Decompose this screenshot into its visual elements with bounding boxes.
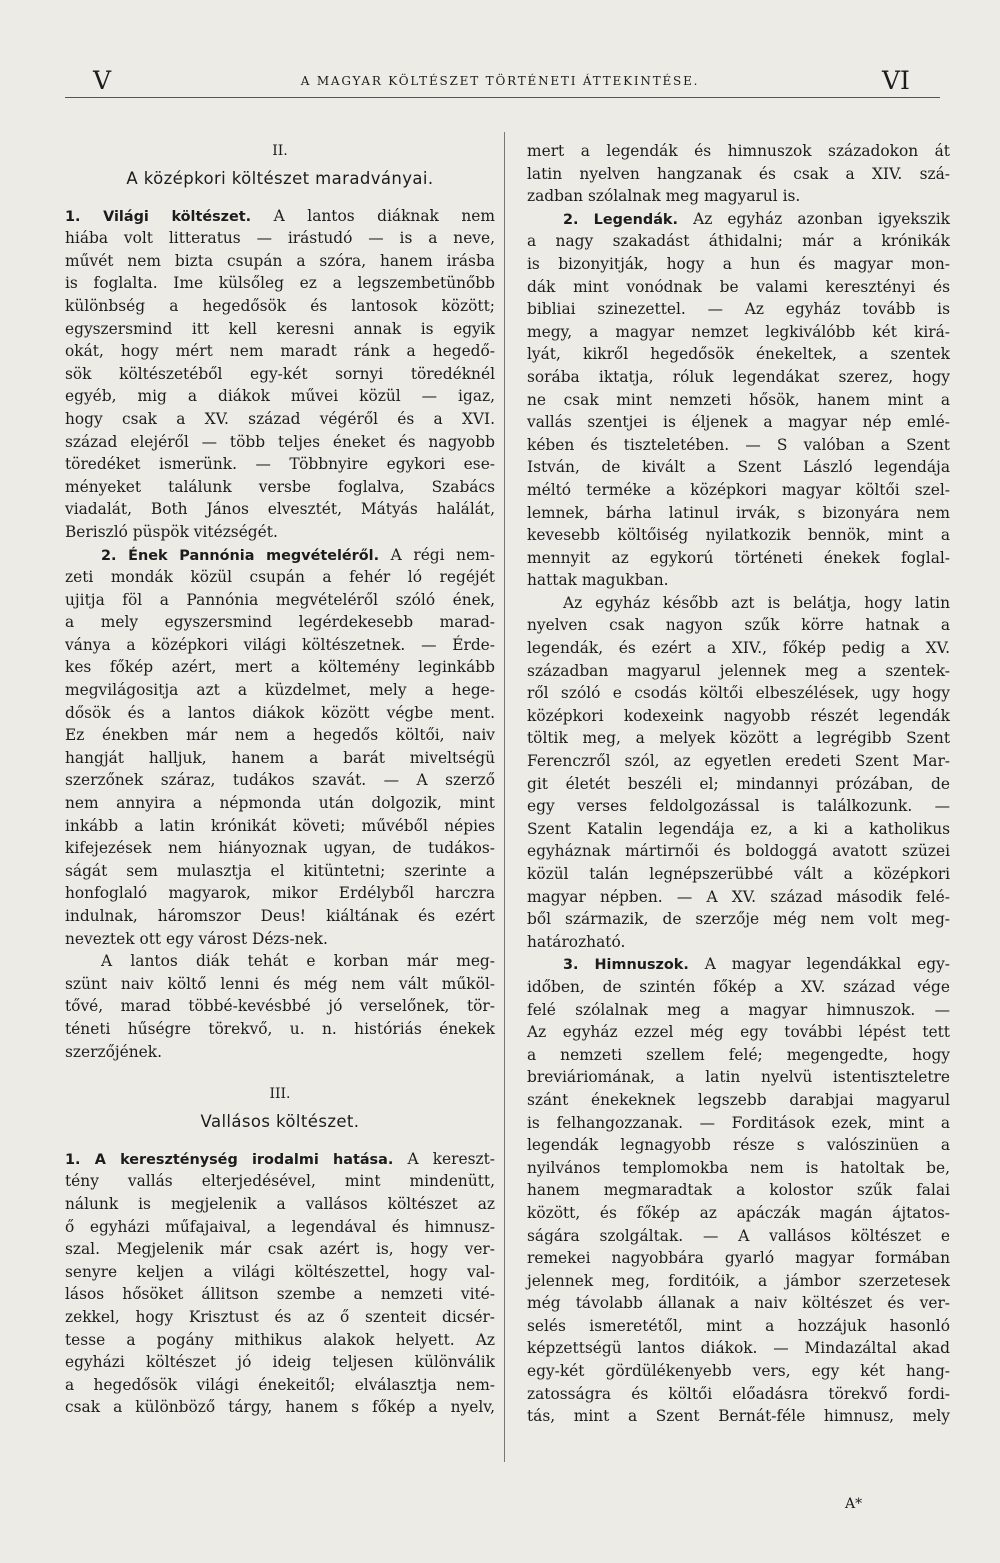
text-line: Az egyház ezzel még egy további lépést tett <box>527 1023 950 1042</box>
text-line: egyházi költészet jó ideig teljesen különválik <box>65 1353 495 1372</box>
text-line: sorába iktatja, róluk legendákat szerez, hogy <box>527 367 950 386</box>
text-line: művét nem bizta csupán a szóra, hanem irásba <box>65 251 495 270</box>
text-line: zeti mondák közül csupán a fehér ló regéjét <box>65 568 495 587</box>
left-column <box>65 140 495 1419</box>
running-header <box>0 58 1000 98</box>
text-line: selés ismeretétől, mint a hozzájuk hasonló <box>527 1316 950 1335</box>
text-line: legendák, és ezért a XIV., főkép pedig a XV. <box>527 639 950 658</box>
text-line: is bizonyitják, hogy a hun és magyar mon- <box>527 254 950 273</box>
section-title: A középkori költészet maradványai. <box>126 168 434 188</box>
text-line: képzettségü lantos diákok. — Mindazáltal akad <box>527 1339 950 1358</box>
text-line: zadban szólalnak meg magyarul is. <box>527 187 801 206</box>
subsection-heading: 2. Ének Pannónia megvételéről. <box>101 547 380 564</box>
text-line: breviáriomának, a latin nyelvü istentiszteletre <box>527 1068 950 1087</box>
text-line: ujitja föl a Pannónia megvételéről szóló ének, <box>65 590 495 609</box>
text-line: megy, a magyar nemzet legkiválóbb két kirá- <box>527 322 950 341</box>
text-line: ságát sem mulasztja el kitüntetni; szerinte a <box>65 861 495 880</box>
text-line: egyháznak mártirnői és boldoggá avatott szüzei <box>527 842 950 861</box>
text-line: hattak magukban. <box>527 571 669 590</box>
text-line: vallás szentjei is éljenek a magyar nép emlé- <box>527 413 950 432</box>
text-line: ről szóló e csodás költői elbeszélések, ugy hogy <box>527 684 950 703</box>
text-line: kes főkép azért, mert a költemény leginkább <box>65 658 495 677</box>
text-line: lemnek, bárha latinul irvák, s bizonyára nem <box>527 503 950 522</box>
text-line: magyar népben. — A XV. század második felé- <box>527 887 950 906</box>
text-line: ő egyházi műfajaival, a legendával és himnusz- <box>65 1217 495 1236</box>
text-line: szal. Megjelenik már csak azért is, hogy ver- <box>65 1240 495 1259</box>
text-line: dák mint vonódnak be valami keresztényi és <box>527 277 950 296</box>
text-line: git életét beszéli el; mindannyi prózában, de <box>527 774 950 793</box>
text-line: zatosságra és költői előadásra törekvő fordi- <box>527 1384 950 1403</box>
signature-mark: A* <box>845 1496 863 1512</box>
text-line: mennyit az egykorú történeti énekek foglal- <box>527 548 950 567</box>
text-line: dősök és a lantos diákok között végbe ment. <box>65 703 495 722</box>
text-line: ságára szolgáltak. — A vallásos költészet e <box>527 1226 950 1245</box>
text-line: Szent Katalin legendája ez, a ki a katholikus <box>527 819 950 838</box>
text-line: senyre keljen a világi költészettel, hogy val- <box>65 1262 495 1281</box>
text-line: ne csak mint nemzeti hősök, hanem mint a <box>527 390 950 409</box>
column-divider <box>504 132 505 1462</box>
text-line: nálunk is megjelenik a vallásos költészet az <box>65 1194 495 1213</box>
text-line: is felhangozzanak. — Forditások ezek, mint a <box>527 1113 950 1132</box>
text-line: tás, mint a Szent Bernát-féle himnusz, mely <box>527 1407 950 1426</box>
text-line: még távolabb állanak a naiv költészet és ver- <box>527 1294 950 1313</box>
text-line: nyelven csak nagyon szűk körre hatnak a <box>527 616 950 635</box>
text-line: időben, de szintén főkép a XV. század vége <box>527 977 950 996</box>
text-line: lyát, kikről hegedősök énekeltek, a szentek <box>527 345 950 364</box>
text-line: mert a legendák és himnuszok századokon át <box>527 142 950 160</box>
text-line: hiába volt litteratus — irástudó — is a neve, <box>65 229 495 248</box>
text-line: határozható. <box>527 932 626 951</box>
text-line: egyszersmind itt kell keresni annak is egyik <box>65 319 495 338</box>
text-line: Az egyház később azt is belátja, hogy latin <box>563 593 950 612</box>
running-title: A MAGYAR KÖLTÉSZET TÖRTÉNETI ÁTTEKINTÉSE. <box>300 74 700 88</box>
text-line: nem annyira a népmonda után dolgozik, mint <box>65 794 495 813</box>
text-line: nyilvános templomokba nem is hatoltak be, <box>527 1158 950 1177</box>
text-line: töltik meg, a melyek között a legrégibb Szent <box>527 729 950 748</box>
text-line: tővé, marad többé-kevésbbé jó verselőnek, tör- <box>65 997 495 1016</box>
text-line: Beriszló püspök vitézségét. <box>65 522 278 541</box>
text-line: szünt naiv költő lenni és még nem vált műköl- <box>65 974 495 993</box>
text-line: megvilágositja azt a küzdelmet, mely a hege- <box>65 681 495 700</box>
text-line: bibliai szinezettel. — Az egyház tovább is <box>527 300 950 319</box>
text-line: lásos hősöket állitson szembe a nemzeti vité- <box>65 1285 495 1304</box>
text-line: viadalát, Both János elvesztét, Mátyás halálát, <box>65 500 495 519</box>
text-line: középkori kodexeink nagyobb részét legendák <box>527 706 950 725</box>
text-line: honfoglaló magyarok, mikor Erdélyből harczra <box>65 884 495 903</box>
text-line: 1. Világi költészet. A lantos diáknak nem <box>65 206 495 225</box>
text-line: szerzőjének. <box>65 1042 162 1061</box>
text-line: csak a különböző tárgy, hanem s főkép a nyelv, <box>65 1398 495 1417</box>
subsection-heading: 3. Himnuszok. <box>563 957 689 974</box>
text-line: között, és főkép az apáczák magán ájtatos- <box>527 1203 950 1222</box>
text-line: ből származik, de szerzője még nem volt meg- <box>527 910 950 929</box>
text-line: legendák legnagyobb része s valószinüen a <box>527 1136 950 1155</box>
subsection-heading: 1. Világi költészet. <box>65 208 252 225</box>
text-line: szerzőnek száraz, tudákos szavát. — A szerző <box>65 771 495 790</box>
text-line: Ferenczről szól, az egyetlen eredeti Szent Mar- <box>527 752 950 771</box>
text-line: István, de kivált a Szent László legendája <box>527 458 950 477</box>
section-number: III. <box>269 1086 291 1103</box>
text-line: különbség a hegedősök és lantosok között; <box>65 296 495 315</box>
text-line: hanem megmaradtak a kolostor szűk falai <box>527 1181 950 1200</box>
text-line: 1. A kereszténység irodalmi hatása. A kereszt- <box>65 1149 495 1168</box>
text-line: töredéket ismerünk. — Többnyire egykori ese- <box>65 455 495 474</box>
page-number-right: VI <box>882 66 910 95</box>
text-line: kifejezések nem hiányoznak ugyan, de tudákos- <box>65 839 495 858</box>
text-line: kében és tiszteletében. — S valóban a Szent <box>527 435 950 454</box>
text-line: A lantos diák tehát e korban már meg- <box>101 952 495 971</box>
text-line: inkább a latin krónikát követi; művéből népies <box>65 816 495 835</box>
text-line: a hegedősök világi énekeitől; elválasztja nem- <box>65 1375 495 1394</box>
text-line: közül talán legnépszerübbé vált a középkori <box>527 865 950 883</box>
text-line: zekkel, hogy Krisztust és az ő szenteit dicsér- <box>65 1307 495 1326</box>
text-line: a nagy szakadást áthidalni; már a krónikák <box>527 232 950 251</box>
text-line: neveztek ott egy várost Dézs-nek. <box>65 929 328 948</box>
text-line: remekei nagyobbára gyarló magyar formában <box>527 1249 950 1268</box>
text-line: század elejéről — több teljes éneket és nagyobb <box>65 432 495 451</box>
page-number-left: V <box>93 66 112 95</box>
text-line: méltó terméke a középkori magyar költői szel- <box>527 480 950 499</box>
subsection-heading: 2. Legendák. <box>563 211 678 228</box>
text-line: téneti hűségre törekvő, u. n. históriás énekek <box>65 1019 495 1038</box>
section-title: Vallásos költészet. <box>200 1111 360 1131</box>
text-line: hogy csak a XV. század végéről és a XVI. <box>65 409 495 428</box>
text-line: indulnak, háromszor Deus! kiáltának és ezért <box>65 907 495 925</box>
text-line: kevesebb költőiség nyilatkozik bennök, mint a <box>527 526 950 545</box>
text-line: 2. Ének Pannónia megvételéről. A régi nem- <box>101 545 495 564</box>
text-line: szánt énekeknek legszebb darabjai magyarul <box>527 1090 950 1109</box>
section-number: II. <box>272 143 288 159</box>
text-line: okát, hogy mért nem maradt ránk a hegedő- <box>65 342 495 361</box>
subsection-heading: 1. A kereszténység irodalmi hatása. <box>65 1151 394 1168</box>
text-line: egy-két gördülékenyebb vers, egy két hang- <box>527 1362 950 1381</box>
text-line: Ez énekben már nem a hegedős költői, naiv <box>65 726 495 745</box>
right-column <box>527 140 950 1428</box>
text-line: jelennek meg, forditóik, a jámbor szerzetesek <box>527 1271 950 1290</box>
text-line: 2. Legendák. Az egyház azonban igyekszik <box>563 209 950 228</box>
header-rule <box>65 97 940 98</box>
text-line: a mely egyszersmind legérdekesebb marad- <box>65 613 495 632</box>
text-line: hangját halljuk, hanem a barát miveltségü <box>65 748 495 767</box>
text-line: egy verses feldolgozással is találkozunk. — <box>527 797 950 816</box>
text-line: egyéb, mig a diákok művei közül — igaz, <box>65 387 495 406</box>
text-line: ványa a középkori világi költészetnek. — Érde- <box>65 635 495 654</box>
text-line: tesse a pogány mithikus alakok helyett. Az <box>65 1330 495 1349</box>
text-line: felé szólalnak meg a magyar himnuszok. — <box>527 1000 950 1019</box>
text-line: 3. Himnuszok. A magyar legendákkal egy- <box>563 955 950 974</box>
text-line: ményeket találunk versbe foglalva, Szabács <box>65 477 495 496</box>
text-line: sök költészetéből egy-két sornyi töredéknél <box>65 364 495 383</box>
text-line: században magyarul jelennek meg a szentek- <box>527 661 950 680</box>
text-line: a nemzeti szellem felé; megengedte, hogy <box>527 1045 950 1064</box>
text-line: is foglalta. Ime külsőleg ez a legszembetünőbb <box>65 274 495 293</box>
text-line: latin nyelven hangzanak és csak a XIV. szá- <box>527 164 950 183</box>
text-line: tény vallás elterjedésével, mint mindenütt, <box>65 1172 495 1191</box>
